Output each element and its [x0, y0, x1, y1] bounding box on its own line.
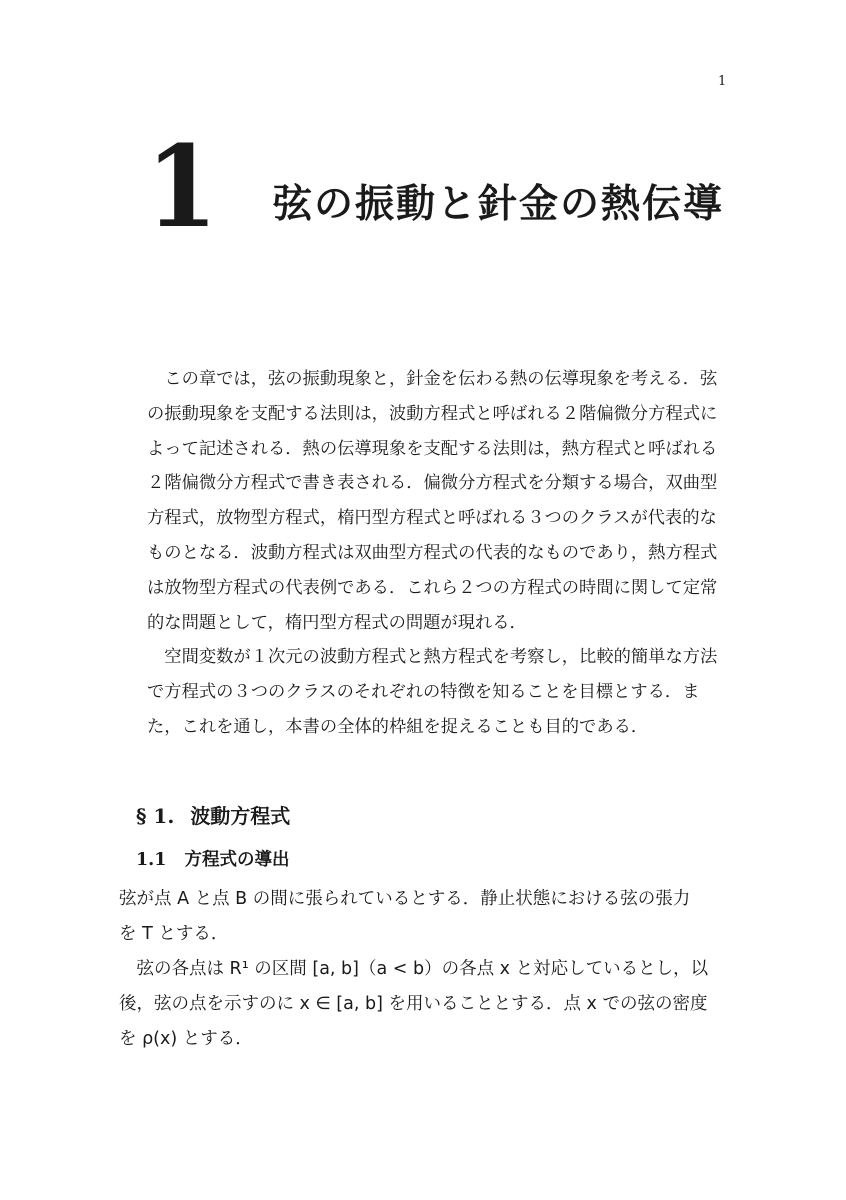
page-number: 1: [718, 74, 727, 89]
chapter-title: 弦の振動と針金の熱伝導: [273, 182, 725, 227]
intro-line: た，これを通し，本書の全体的枠組を捉えることも目的である．: [147, 716, 649, 737]
intro-line: よって記述される．熱の伝導現象を支配する法則は，熱方程式と呼ばれる: [147, 438, 718, 459]
body-paragraph-2: [119, 952, 751, 1057]
chapter-intro: [147, 362, 718, 745]
chapter-number: 1: [146, 122, 216, 253]
subsection-title: 方程式の導出: [184, 850, 290, 870]
intro-line: この章では，弦の振動現象と，針金を伝わる熱の伝導現象を考える．弦: [164, 369, 718, 389]
intro-line: ものとなる．波動方程式は双曲型方程式の代表的なものであり，熱方程式: [147, 542, 718, 563]
body-line: 弦が点 A と点 B の間に張られているとする．静止状態における弦の張力: [119, 889, 691, 909]
intro-line: 空間変数が１次元の波動方程式と熱方程式を考察し，比較的簡単な方法: [164, 647, 718, 668]
body-line: を ρ(x) とする．: [119, 1029, 253, 1049]
section-heading: [136, 800, 290, 829]
subsection-heading: [136, 846, 289, 871]
intro-paragraph-1: [147, 362, 718, 640]
subsection-number: 1.1: [136, 850, 167, 870]
body-line: 後，弦の点を示すのに x ∈ [a, b] を用いることとする．点 x での弦の密度: [119, 994, 708, 1014]
intro-paragraph-2: [147, 640, 718, 744]
intro-line: で方程式の３つのクラスのそれぞれの特徴を知ることを目標とする．ま: [147, 682, 700, 703]
section-number: § 1.: [136, 804, 175, 828]
body-line: 弦の各点は R¹ の区間 [a, b]（a < b）の各点 x と対応しているとし，以: [136, 959, 709, 979]
intro-line: ２階偏微分方程式で書き表される．偏微分方程式を分類する場合，双曲型: [147, 473, 718, 494]
section-title: 波動方程式: [190, 804, 291, 828]
intro-line: は放物型方程式の代表例である．これら２つの方程式の時間に関して定常: [147, 577, 718, 598]
intro-line: 方程式，放物型方程式，楕円型方程式と呼ばれる３つのクラスが代表的な: [147, 508, 717, 529]
body-text: [119, 882, 751, 1057]
intro-line: 的な問題として，楕円型方程式の問題が現れる．: [147, 612, 527, 633]
intro-line: の振動現象を支配する法則は，波動方程式と呼ばれる２階偏微分方程式に: [147, 403, 718, 424]
body-paragraph-1: [119, 882, 751, 952]
body-line: を T とする．: [119, 924, 229, 944]
